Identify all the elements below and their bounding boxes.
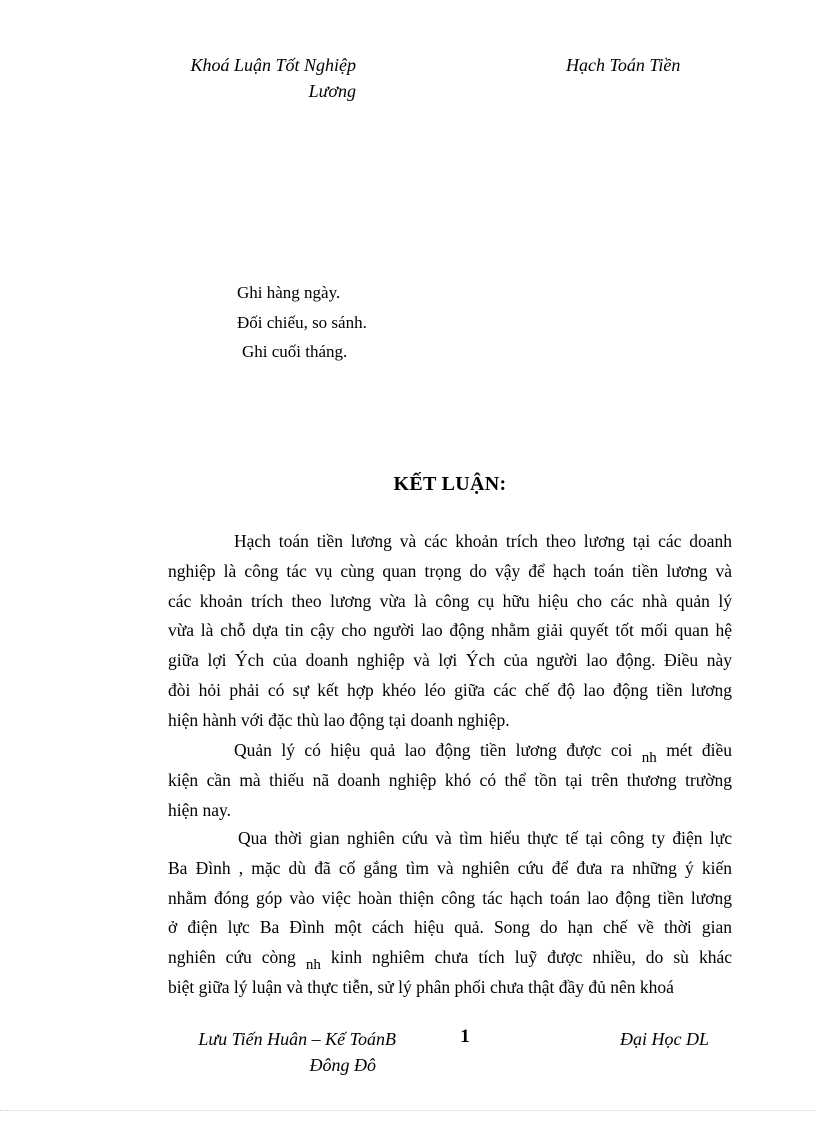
header-left-line1: Khoá Luận Tốt Nghiệp <box>190 55 356 75</box>
paragraph-2-line <box>168 736 732 766</box>
paragraph-3-line: Qua thời gian nghiên cứu và tìm hiểu thực tế tại công ty điện lực <box>238 828 732 848</box>
paragraph-2-line: hiện nay. <box>168 799 232 820</box>
paragraph-3-subscript: nh <box>305 957 321 974</box>
paragraph-1 <box>168 527 732 736</box>
page-bottom-divider <box>0 1110 816 1111</box>
paragraph-1-line: nghiệp là công tác vụ cùng quan trọng do vậy để hạch toán tiền lương và <box>168 560 732 581</box>
paragraph-1-line: vừa là chỗ dựa tin cậy cho người lao động nhằm giải quyết tốt mối quan hệ <box>168 620 732 641</box>
paragraph-3-line <box>168 943 732 973</box>
paragraph-3-line: ở điện lực Ba Đình một cách hiệu quả. Song do hạn chế về thời gian <box>168 917 732 938</box>
paragraph-1-line: hiện hành với đặc thù lao động tại doanh nghiệp. <box>168 709 510 730</box>
legend-month-end: Ghi cuối tháng. <box>242 342 348 361</box>
header-right: Hạch Toán Tiền <box>566 55 681 75</box>
header-left-line2: Lương <box>308 81 356 101</box>
paragraph-3-line: nhằm đóng góp vào việc hoàn thiện công tác hạch toán lao động tiền lương <box>168 887 732 908</box>
paragraph-2-text-a: Quản lý có hiệu quả lao động tiền lương được coi <box>234 740 633 760</box>
conclusion-heading: KẾT LUẬN: <box>393 473 507 495</box>
paragraph-1-line: đòi hỏi phải có sự kết hợp khéo léo giữa các chế độ lao động tiền lương <box>168 679 732 700</box>
paragraph-3-line: biệt giữa lý luận và thực tiễn, sử lý phân phối chưa thật đầy đủ nên khoá <box>168 976 674 997</box>
footer-left-line1: Lưu Tiến Huân – Kế ToánB <box>198 1029 396 1049</box>
paragraph-2-subscript: nh <box>641 750 657 766</box>
paragraph-3 <box>168 824 732 1003</box>
legend-daily: Ghi hàng ngày. <box>237 283 341 302</box>
footer-left <box>150 1026 396 1078</box>
paragraph-1-line: giữa lợi Ých của doanh nghiệp và lợi Ých của người lao động. Điều này <box>168 650 732 671</box>
page-number: 1 <box>460 1026 470 1047</box>
paragraph-2-text-b: mét điều <box>666 740 733 760</box>
paragraph-3-line: Ba Đình , mặc dù đã cố gắng tìm và nghiên cứu để đưa ra những ý kiến <box>168 857 732 878</box>
paragraph-1-line: Hạch toán tiền lương và các khoản trích theo lương tại các doanh <box>234 531 732 551</box>
paragraph-1-line: các khoản trích theo lương vừa là công cụ hữu hiệu cho các nhà quản lý <box>168 590 732 611</box>
paragraph-3-text-b: kinh nghiêm chưa tích luỹ được nhiều, do sù khác <box>330 947 732 968</box>
legend-compare: Đối chiếu, so sánh. <box>237 313 367 332</box>
paragraph-3-text-a: nghiên cứu còng <box>168 947 296 968</box>
paragraph-2 <box>168 736 732 825</box>
paragraph-2-line: kiện cần mà thiếu nã doanh nghiệp khó có thể tồn tại trên thương trường <box>168 769 732 790</box>
footer-left-line2: Đông Đô <box>309 1055 376 1075</box>
header-left <box>150 52 356 104</box>
footer-right: Đại Học DL <box>620 1029 709 1049</box>
